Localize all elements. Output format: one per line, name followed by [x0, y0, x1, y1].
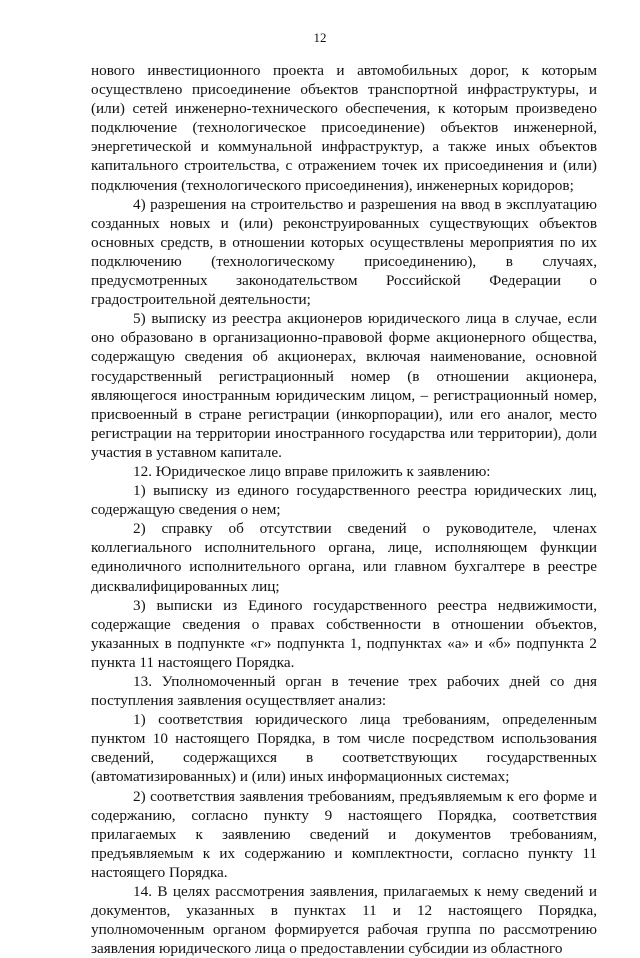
paragraph-clause-12-item-2: 2) справку об отсутствии сведений о руководителе, членах коллегиального исполнительного органа, лице, исполняющем функции единоличного исполнительного органа, или главном бухгалтере в реестре дисквалифицированных лиц; — [91, 520, 597, 595]
paragraph-continuation: нового инвестиционного проекта и автомобильных дорог, к которым осуществлено присоединение объектов транспортной инфраструктуры, и (или) сетей инженерно-технического обеспечения, к которым произведено подключение (технологическое присоединение) объектов инженерной, энергетической и коммунальной инфраструктур, а также иных объектов капитального строительства, с отражением точек их присоединения и (или) подключения (технологического присоединения), инженерных коридоров; — [91, 62, 597, 194]
paragraph-item-4: 4) разрешения на строительство и разрешения на ввод в эксплуатацию созданных новых и (или) реконструированных существующих объектов основных средств, в отношении которых осуществлены мероприятия по их подключению (технологическому присоединению), в случаях, предусмотренных законодательством Российской Федерации о градостроительной деятельности; — [91, 195, 597, 309]
paragraph-clause-12-item-1: 1) выписку из единого государственного реестра юридических лиц, содержащую сведения о нем; — [91, 482, 597, 519]
paragraph-clause-13-item-2: 2) соответствия заявления требованиям, предъявляемым к его форме и содержанию, согласно пункту 9 настоящего Порядка, соответствия прилагаемых к заявлению сведений и документов требованиям, предъявляемым к их содержанию и комплектности, согласно пункту 11 настоящего Порядка. — [91, 787, 597, 881]
paragraph-item-5: 5) выписку из реестра акционеров юридического лица в случае, если оно образовано в организационно-правовой форме акционерного общества, содержащую сведения об акционерах, включая наименование, основной государственный регистрационный номер (в отношении акционера, являющегося иностранным юридическим лицом, – регистрационный номер, присвоенный в стране регистрации (инкорпорации), или его аналог, место регистрации на территории иностранного государства или территории), доли участия в уставном капитале. — [91, 310, 597, 461]
paragraph-clause-13-item-1: 1) соответствия юридического лица требованиям, определенным пунктом 10 настоящего Порядка, в том числе посредством использования сведений, содержащихся в соответствующих государственных (автоматизированных) и (или) иных информационных системах; — [91, 711, 597, 786]
page-number: 12 — [313, 30, 327, 45]
document-body — [91, 61, 597, 958]
paragraph-clause-13: 13. Уполномоченный орган в течение трех рабочих дней со дня поступления заявления осуществляет анализ: — [91, 673, 597, 710]
paragraph-clause-12-item-3: 3) выписки из Единого государственного реестра недвижимости, содержащие сведения о правах собственности в отношении объектов, указанных в подпункте «г» подпункта 1, подпунктах «а» и «б» подпункта 2 пункта 11 настоящего Порядка. — [91, 596, 597, 671]
paragraph-clause-14: 14. В целях рассмотрения заявления, прилагаемых к нему сведений и документов, указанных в пунктах 11 и 12 настоящего Порядка, уполномоченным органом формируется рабочая группа по рассмотрению заявления юридического лица о предоставлении субсидии из областного — [91, 883, 597, 958]
paragraph-clause-12: 12. Юридическое лицо вправе приложить к заявлению: — [133, 462, 491, 480]
